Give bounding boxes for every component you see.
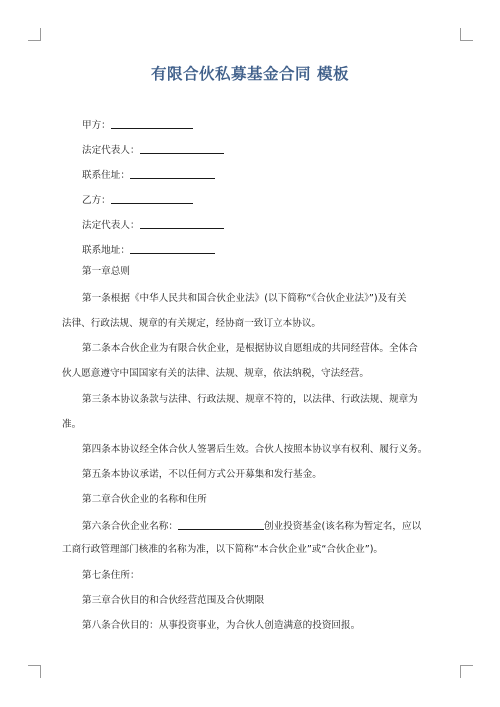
legal-rep-b-field [82, 218, 224, 232]
legal-rep-a-label: 法定代表人： [82, 145, 140, 156]
party-a-field [82, 118, 193, 132]
article-1-line-1: 第一条根据《中华人民共和国合伙企业法》(以下简称“《合伙企业法》”)及有关 [82, 293, 407, 304]
article-6-suffix: 创业投资基金(该名称为暂定名，应以 [263, 521, 422, 532]
article-4: 第四条本协议经全体合伙人签署后生效。合伙人按照本协议享有权利、履行义务。 [82, 444, 428, 455]
party-a-blank[interactable] [111, 118, 193, 129]
crop-mark-bottom-left [28, 665, 41, 678]
document-title: 有限合伙私募基金合同 模板 [151, 65, 349, 83]
address-a-field [82, 168, 215, 182]
article-3-line-2: 准。 [62, 419, 82, 430]
article-5: 第五条本协议承诺，不以任何方式公开募集和发行基金。 [82, 469, 322, 480]
legal-rep-b-label: 法定代表人： [82, 220, 140, 231]
article-2-line-2: 伙人愿意遵守中国国家有关的法律、法规、规章，依法纳税，守法经营。 [62, 368, 369, 379]
address-b-blank[interactable] [130, 243, 215, 254]
address-b-field [82, 243, 215, 257]
article-2-line-1: 第二条本合伙企业为有限合伙企业，是根据协议自愿组成的共同经营体。全体合 [82, 343, 418, 354]
article-1-line-2: 法律、行政法规、规章的有关规定，经协商一致订立本协议。 [62, 318, 322, 329]
crop-mark-top-left [28, 28, 41, 41]
article-8: 第八条合伙目的：从事投资事业，为合伙人创造满意的投资回报。 [82, 620, 361, 631]
article-7: 第七条住所： [82, 570, 140, 581]
legal-rep-b-blank[interactable] [140, 218, 224, 229]
party-b-field [82, 193, 193, 207]
address-a-label: 联系住址： [82, 170, 130, 181]
legal-rep-a-blank[interactable] [140, 143, 224, 154]
crop-mark-bottom-right [460, 665, 473, 678]
article-6-line-1 [82, 519, 421, 533]
article-6-prefix: 第六条合伙企业名称： [82, 521, 178, 532]
party-b-label: 乙方： [82, 195, 111, 206]
chapter-1-heading: 第一章总则 [82, 266, 130, 277]
article-3-line-1: 第三条本协议条款与法律、行政法规、规章不符的，以法律、行政法规、规章为 [82, 394, 418, 405]
fund-name-blank[interactable] [178, 519, 264, 530]
party-a-label: 甲方： [82, 120, 111, 131]
crop-mark-top-right [460, 28, 473, 41]
address-b-label: 联系地址： [82, 245, 130, 256]
chapter-3-heading: 第三章合伙目的和合伙经营范围及合伙期限 [82, 595, 265, 606]
legal-rep-a-field [82, 143, 224, 157]
party-b-blank[interactable] [111, 193, 193, 204]
chapter-2-heading: 第二章合伙企业的名称和住所 [82, 494, 207, 505]
address-a-blank[interactable] [130, 168, 215, 179]
article-6-line-2: 工商行政管理部门核准的名称为准，以下简称“本合伙企业”或“合伙企业”)。 [62, 544, 384, 555]
